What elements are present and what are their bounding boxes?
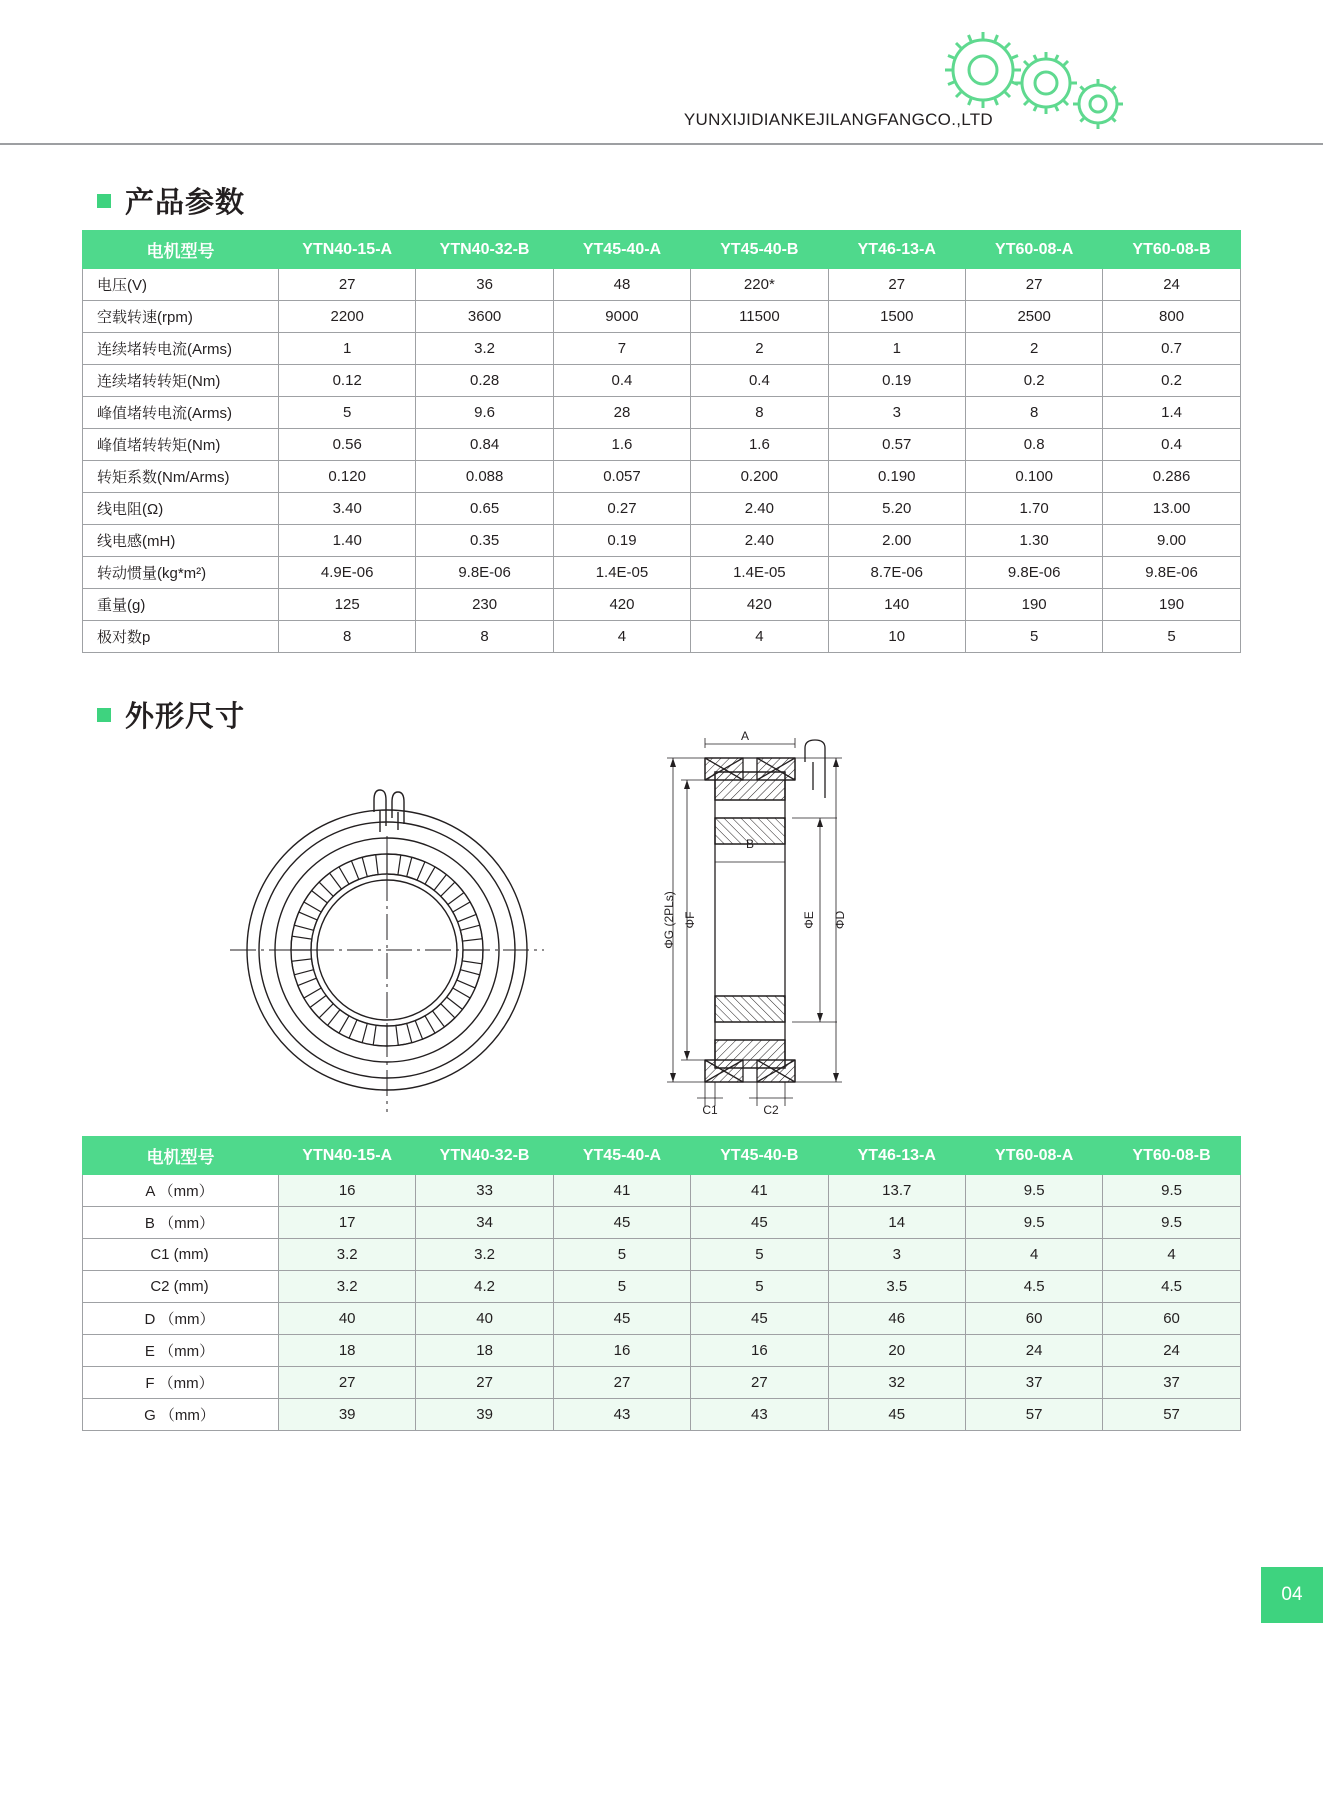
cell: 8 [416, 621, 553, 653]
cell: 1500 [828, 301, 965, 333]
table-row [83, 589, 1241, 621]
dim-label-phi-g: ΦG (2PLs) [662, 891, 676, 949]
column-header-ytn40-32-b: YTN40-32-B [416, 231, 553, 269]
cell: 36 [416, 269, 553, 301]
cell: 220* [691, 269, 828, 301]
table-row [83, 429, 1241, 461]
cell: 13.7 [828, 1175, 965, 1207]
cell: 60 [1103, 1303, 1240, 1335]
table-row [83, 461, 1241, 493]
table-row [83, 397, 1241, 429]
cell: 5 [691, 1239, 828, 1271]
cell: 3.5 [828, 1271, 965, 1303]
cell: 0.2 [965, 365, 1102, 397]
cell: 9.5 [965, 1207, 1102, 1239]
row-label: B （mm） [83, 1207, 279, 1239]
cell: 1.4 [1103, 397, 1240, 429]
cell: 40 [279, 1303, 416, 1335]
cell: 16 [279, 1175, 416, 1207]
cell: 125 [279, 589, 416, 621]
cell: 8.7E-06 [828, 557, 965, 589]
row-label: 线电阻(Ω) [83, 493, 279, 525]
row-label: A （mm） [83, 1175, 279, 1207]
cell: 11500 [691, 301, 828, 333]
cell: 0.84 [416, 429, 553, 461]
cell: 17 [279, 1207, 416, 1239]
cell: 5 [279, 397, 416, 429]
cell: 2 [965, 333, 1102, 365]
cell: 39 [279, 1399, 416, 1431]
cell: 3.2 [416, 1239, 553, 1271]
cell: 0.27 [553, 493, 690, 525]
cell: 24 [965, 1335, 1102, 1367]
cell: 10 [828, 621, 965, 653]
cell: 4.2 [416, 1271, 553, 1303]
column-header-yt45-40-a: YT45-40-A [553, 1137, 690, 1175]
row-label: 峰值堵转电流(Arms) [83, 397, 279, 429]
dim-label-b: B [745, 837, 755, 851]
dim-label-phi-f: ΦF [683, 911, 697, 929]
cell: 20 [828, 1335, 965, 1367]
cell: 1.40 [279, 525, 416, 557]
row-label: 重量(g) [83, 589, 279, 621]
column-header-yt60-08-a: YT60-08-A [965, 1137, 1102, 1175]
cell: 5 [965, 621, 1102, 653]
cell: 4 [553, 621, 690, 653]
section-title-outline-dimensions [97, 694, 245, 735]
table-row [83, 1271, 1241, 1303]
dim-label-a: A [740, 729, 750, 743]
table-row [83, 557, 1241, 589]
cell: 2200 [279, 301, 416, 333]
column-header-ytn40-32-b: YTN40-32-B [416, 1137, 553, 1175]
cell: 43 [553, 1399, 690, 1431]
row-label: C2 (mm) [83, 1271, 279, 1303]
cell: 0.7 [1103, 333, 1240, 365]
table-row [83, 1399, 1241, 1431]
bullet-square-icon [97, 194, 111, 208]
cell: 5 [691, 1271, 828, 1303]
dim-label-c2: C2 [763, 1103, 779, 1117]
cell: 0.4 [553, 365, 690, 397]
motor-front-view-drawing [222, 740, 552, 1120]
cell: 0.56 [279, 429, 416, 461]
row-label: 转动惯量(kg*m²) [83, 557, 279, 589]
cell: 37 [965, 1367, 1102, 1399]
cell: 8 [691, 397, 828, 429]
column-header-yt45-40-b: YT45-40-B [691, 231, 828, 269]
cell: 0.8 [965, 429, 1102, 461]
cell: 27 [828, 269, 965, 301]
cell: 1.70 [965, 493, 1102, 525]
column-header-yt60-08-b: YT60-08-B [1103, 231, 1240, 269]
cell: 420 [553, 589, 690, 621]
row-label: 峰值堵转转矩(Nm) [83, 429, 279, 461]
cell: 5 [553, 1271, 690, 1303]
table-row [83, 1207, 1241, 1239]
cell: 2.40 [691, 525, 828, 557]
cell: 41 [553, 1175, 690, 1207]
cell: 45 [553, 1207, 690, 1239]
cell: 16 [691, 1335, 828, 1367]
row-label: 线电感(mH) [83, 525, 279, 557]
cell: 27 [416, 1367, 553, 1399]
table-row [83, 1335, 1241, 1367]
cell: 39 [416, 1399, 553, 1431]
cell: 7 [553, 333, 690, 365]
cell: 1.4E-05 [691, 557, 828, 589]
cell: 57 [1103, 1399, 1240, 1431]
table-row [83, 269, 1241, 301]
cell: 3600 [416, 301, 553, 333]
cell: 1 [279, 333, 416, 365]
row-label: 连续堵转转矩(Nm) [83, 365, 279, 397]
column-header-yt46-13-a: YT46-13-A [828, 1137, 965, 1175]
page-number-badge: 04 [1261, 1567, 1323, 1623]
row-label: 极对数p [83, 621, 279, 653]
cell: 13.00 [1103, 493, 1240, 525]
row-label: E （mm） [83, 1335, 279, 1367]
cell: 0.35 [416, 525, 553, 557]
cell: 16 [553, 1335, 690, 1367]
motor-section-view-drawing [637, 729, 927, 1120]
cell: 0.12 [279, 365, 416, 397]
cell: 37 [1103, 1367, 1240, 1399]
cell: 41 [691, 1175, 828, 1207]
row-label: D （mm） [83, 1303, 279, 1335]
cell: 9.5 [1103, 1175, 1240, 1207]
row-label: 连续堵转电流(Arms) [83, 333, 279, 365]
table-row [83, 301, 1241, 333]
cell: 2500 [965, 301, 1102, 333]
cell: 0.19 [553, 525, 690, 557]
column-header-ytn40-15-a: YTN40-15-A [279, 1137, 416, 1175]
row-label: F （mm） [83, 1367, 279, 1399]
cell: 0.28 [416, 365, 553, 397]
cell: 1.6 [553, 429, 690, 461]
cell: 0.100 [965, 461, 1102, 493]
outline-dimensions-table [82, 1136, 1241, 1431]
cell: 32 [828, 1367, 965, 1399]
cell: 9.8E-06 [965, 557, 1102, 589]
cell: 190 [1103, 589, 1240, 621]
cell: 27 [279, 269, 416, 301]
cell: 190 [965, 589, 1102, 621]
column-header-yt60-08-b: YT60-08-B [1103, 1137, 1240, 1175]
cell: 800 [1103, 301, 1240, 333]
cell: 46 [828, 1303, 965, 1335]
table-row [83, 333, 1241, 365]
table-row [83, 1239, 1241, 1271]
row-label: G （mm） [83, 1399, 279, 1431]
cell: 48 [553, 269, 690, 301]
section-title-label: 产品参数 [125, 185, 246, 219]
cell: 8 [965, 397, 1102, 429]
column-header-yt45-40-a: YT45-40-A [553, 231, 690, 269]
table-row [83, 1303, 1241, 1335]
cell: 27 [553, 1367, 690, 1399]
cell: 2.40 [691, 493, 828, 525]
cell: 9000 [553, 301, 690, 333]
cell: 4 [691, 621, 828, 653]
cell: 3.2 [416, 333, 553, 365]
section-title-product-parameters [97, 180, 245, 221]
row-label: 空载转速(rpm) [83, 301, 279, 333]
bullet-square-icon [97, 708, 111, 722]
row-label: 转矩系数(Nm/Arms) [83, 461, 279, 493]
cell: 1.6 [691, 429, 828, 461]
cell: 24 [1103, 1335, 1240, 1367]
cell: 60 [965, 1303, 1102, 1335]
column-header-yt45-40-b: YT45-40-B [691, 1137, 828, 1175]
cell: 4 [965, 1239, 1102, 1271]
cell: 0.057 [553, 461, 690, 493]
cell: 4.5 [965, 1271, 1102, 1303]
cell: 45 [691, 1207, 828, 1239]
cell: 27 [279, 1367, 416, 1399]
cell: 0.2 [1103, 365, 1240, 397]
cell: 3.40 [279, 493, 416, 525]
cell: 420 [691, 589, 828, 621]
cell: 4 [1103, 1239, 1240, 1271]
table-header-row [83, 231, 1241, 269]
cell: 1 [828, 333, 965, 365]
cell: 2.00 [828, 525, 965, 557]
dim-label-c1: C1 [702, 1103, 718, 1117]
cell: 57 [965, 1399, 1102, 1431]
cell: 0.4 [691, 365, 828, 397]
cell: 43 [691, 1399, 828, 1431]
cell: 0.286 [1103, 461, 1240, 493]
cell: 0.088 [416, 461, 553, 493]
cell: 3 [828, 397, 965, 429]
cell: 27 [691, 1367, 828, 1399]
cell: 9.8E-06 [1103, 557, 1240, 589]
cell: 45 [553, 1303, 690, 1335]
cell: 0.57 [828, 429, 965, 461]
company-name: YUNXIJIDIANKEJILANGFANGCO.,LTD [683, 110, 993, 129]
table-row [83, 525, 1241, 557]
cell: 9.00 [1103, 525, 1240, 557]
cell: 1.4E-05 [553, 557, 690, 589]
row-label: C1 (mm) [83, 1239, 279, 1271]
cell: 4.5 [1103, 1271, 1240, 1303]
table-row [83, 365, 1241, 397]
cell: 9.5 [1103, 1207, 1240, 1239]
header-divider [0, 143, 1323, 145]
cell: 45 [691, 1303, 828, 1335]
cell: 27 [965, 269, 1102, 301]
column-header-model: 电机型号 [83, 1137, 279, 1175]
cell: 0.120 [279, 461, 416, 493]
cell: 9.8E-06 [416, 557, 553, 589]
cell: 0.200 [691, 461, 828, 493]
table-row [83, 621, 1241, 653]
cell: 18 [416, 1335, 553, 1367]
cell: 1.30 [965, 525, 1102, 557]
cell: 34 [416, 1207, 553, 1239]
technical-drawings [82, 729, 1240, 1120]
column-header-yt46-13-a: YT46-13-A [828, 231, 965, 269]
cell: 4.9E-06 [279, 557, 416, 589]
cell: 33 [416, 1175, 553, 1207]
cell: 230 [416, 589, 553, 621]
section-title-label: 外形尺寸 [125, 699, 246, 733]
cell: 3.2 [279, 1271, 416, 1303]
cell: 24 [1103, 269, 1240, 301]
cell: 0.19 [828, 365, 965, 397]
dim-label-phi-e: ΦE [802, 911, 816, 929]
table-row [83, 1367, 1241, 1399]
row-label: 电压(V) [83, 269, 279, 301]
table-row [83, 493, 1241, 525]
page-header [0, 0, 1323, 145]
table-header-row [83, 1137, 1241, 1175]
cell: 5 [553, 1239, 690, 1271]
cell: 0.65 [416, 493, 553, 525]
product-parameters-table [82, 230, 1241, 653]
cell: 5.20 [828, 493, 965, 525]
cell: 45 [828, 1399, 965, 1431]
cell: 2 [691, 333, 828, 365]
cell: 140 [828, 589, 965, 621]
cell: 28 [553, 397, 690, 429]
cell: 0.4 [1103, 429, 1240, 461]
cell: 18 [279, 1335, 416, 1367]
cell: 14 [828, 1207, 965, 1239]
column-header-ytn40-15-a: YTN40-15-A [279, 231, 416, 269]
cell: 3 [828, 1239, 965, 1271]
table-row [83, 1175, 1241, 1207]
column-header-yt60-08-a: YT60-08-A [965, 231, 1102, 269]
cell: 3.2 [279, 1239, 416, 1271]
cell: 5 [1103, 621, 1240, 653]
cell: 8 [279, 621, 416, 653]
column-header-model: 电机型号 [83, 231, 279, 269]
dim-label-phi-d: ΦD [833, 910, 847, 930]
cell: 0.190 [828, 461, 965, 493]
cell: 9.5 [965, 1175, 1102, 1207]
cell: 9.6 [416, 397, 553, 429]
cell: 40 [416, 1303, 553, 1335]
